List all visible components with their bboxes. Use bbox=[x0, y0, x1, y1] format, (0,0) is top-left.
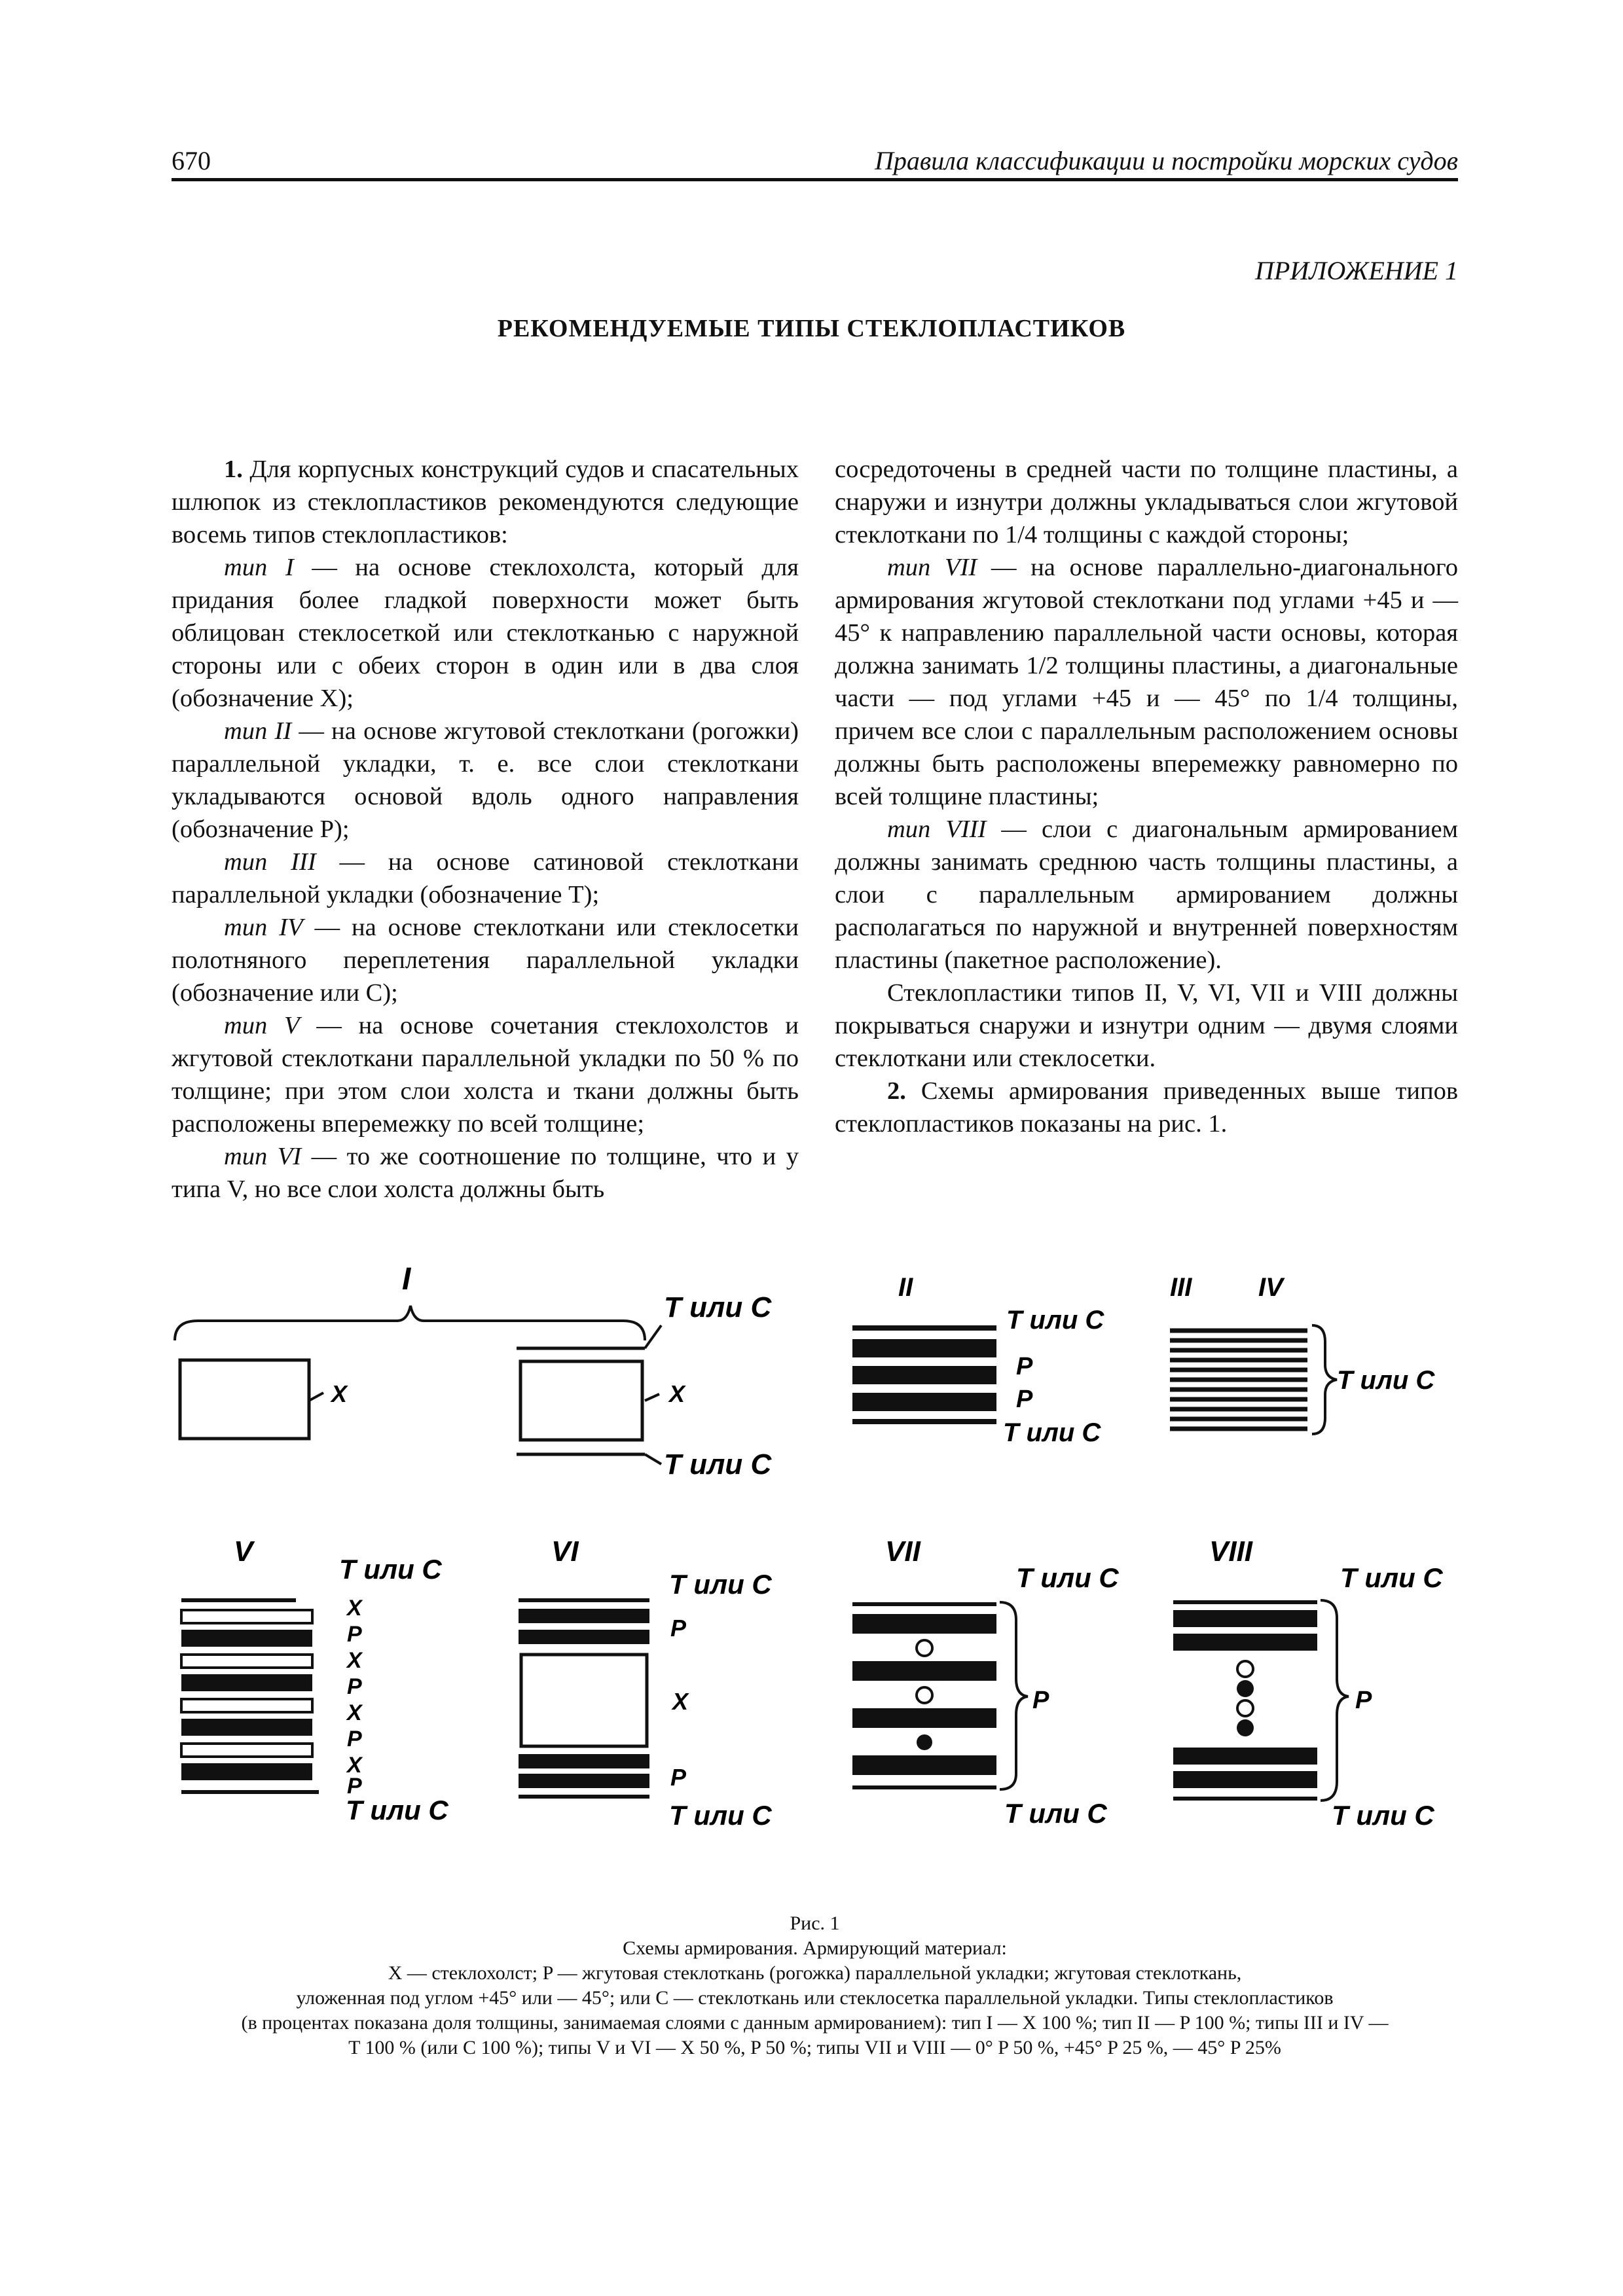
type-7-label: VII bbox=[885, 1535, 921, 1568]
left-column bbox=[172, 453, 799, 1206]
type-label: тип I bbox=[224, 554, 294, 581]
type-label: тип IV bbox=[224, 914, 303, 941]
label-t-or-c: T или C bbox=[1016, 1562, 1119, 1593]
type-1-brace bbox=[175, 1306, 645, 1340]
label-p: P bbox=[347, 1727, 362, 1751]
label-t-or-c: T или C bbox=[1337, 1366, 1435, 1395]
label-x: X bbox=[331, 1380, 348, 1407]
label-p: P bbox=[347, 1674, 362, 1699]
paragraph-number: 2. bbox=[887, 1077, 906, 1105]
cover-layer bbox=[852, 1419, 996, 1424]
paragraph-text: Схемы армирования приведенных выше типов стеклопластиков показаны на рис. 1. bbox=[835, 1077, 1458, 1138]
label-t-or-c: T или C bbox=[669, 1569, 772, 1600]
roving-layer bbox=[852, 1339, 996, 1357]
appendix-label: ПРИЛОЖЕНИЕ 1 bbox=[1255, 256, 1458, 285]
type-1-mat-block-covered bbox=[520, 1361, 642, 1440]
type-1-label: I bbox=[402, 1262, 411, 1297]
header-rule bbox=[172, 178, 1458, 181]
type-7-brace bbox=[1000, 1602, 1028, 1789]
label-t-or-c: T или C bbox=[1340, 1562, 1443, 1593]
type-text: — то же соотношение по толщине, что и у типа V, но все слои холста должны быть bbox=[172, 1143, 799, 1203]
page-number: 670 bbox=[172, 146, 211, 175]
label-t-or-c: T или C bbox=[339, 1554, 442, 1585]
type-5-label: V bbox=[234, 1535, 253, 1568]
type-6-label: VI bbox=[551, 1535, 579, 1568]
label-t-or-c: T или C bbox=[1332, 1800, 1434, 1831]
label-p: P bbox=[1032, 1687, 1049, 1714]
roving-layer bbox=[852, 1366, 996, 1384]
type-5-layers bbox=[181, 1598, 319, 1794]
type-label: тип III bbox=[224, 848, 316, 876]
label-x: X bbox=[347, 1753, 362, 1778]
type-3-paragraph bbox=[172, 846, 799, 911]
caption-line: T 100 % (или C 100 %); типы V и VI — X 50 %, P 50 %; типы VII и VIII — 0° P 50 %, +45° P 25 %, — 45° P 25% bbox=[348, 2037, 1281, 2058]
label-p: P bbox=[1016, 1353, 1033, 1380]
paragraph-number: 1. bbox=[224, 456, 243, 483]
caption-line: (в процентах показана доля толщины, занимаемая слоями с данным армированием): тип I — X 100 %; тип II — P 100 %; типы III и IV — bbox=[241, 2012, 1389, 2034]
type-1-mat-block bbox=[180, 1360, 309, 1439]
type-label: тип VI bbox=[224, 1143, 302, 1170]
type-6-layers bbox=[519, 1598, 649, 1799]
label-p: P bbox=[670, 1615, 687, 1641]
type-text: — на основе стеклохолста, который для придания более гладкой поверхности может быть облицован стеклосеткой или стеклотканью с наружной стороны или с обеих сторон в один или в два слоя (обозначение X); bbox=[172, 554, 799, 712]
leader-line bbox=[309, 1393, 323, 1401]
type-text: — на основе сатиновой стеклоткани параллельной укладки (обозначение T); bbox=[172, 848, 799, 908]
label-t-or-c: T или C bbox=[1006, 1306, 1104, 1335]
cover-layer bbox=[852, 1325, 996, 1331]
type-8-layers bbox=[1173, 1600, 1317, 1801]
type-8-brace bbox=[1321, 1600, 1349, 1801]
label-x: X bbox=[347, 1700, 362, 1725]
caption-figure-number: Рис. 1 bbox=[790, 1912, 840, 1934]
leader-line bbox=[645, 1394, 659, 1401]
label-t-or-c: T или C bbox=[1004, 1798, 1107, 1829]
type-text: — на основе сочетания стеклохолстов и жгутовой стеклоткани параллельной укладки по 50 % по толщине; при этом слои холста и ткани должны быть расположены вперемежку по всей толщине; bbox=[172, 1012, 799, 1138]
type-label: тип II bbox=[224, 717, 292, 745]
reinforcement-schemes bbox=[172, 1244, 1458, 1872]
type-3-4-layers bbox=[1170, 1331, 1307, 1429]
label-p: P bbox=[347, 1774, 362, 1799]
type-1-paragraph bbox=[172, 551, 799, 715]
label-p: P bbox=[1355, 1687, 1372, 1714]
type-2-label: II bbox=[898, 1273, 913, 1302]
label-x: X bbox=[669, 1380, 685, 1407]
type-3-label: III bbox=[1170, 1273, 1192, 1302]
caption-line: X — стеклохолст; P — жгутовая стеклоткань (рогожка) параллельной укладки; жгутовая стеклоткань, bbox=[388, 1962, 1242, 1984]
type-label: тип VIII bbox=[887, 816, 987, 843]
label-t-or-c: T или C bbox=[664, 1448, 772, 1480]
type-text: — на основе стеклоткани или стеклосетки полотняного переплетения параллельной укладки (обозначение или C); bbox=[172, 914, 799, 1007]
type-label: тип V bbox=[224, 1012, 300, 1039]
type-text: — на основе параллельно-диагонального армирования жгутовой стеклоткани под углами +45 и — 45° к направлению параллельной части основы, которая должна занимать 1/2 толщины пластины, а диагональные части — под углами +45 и — 45° по 1/4 толщины, причем все слои с параллельным расположением основы должны быть расположены вперемежку равномерно по всей толщине пластины; bbox=[835, 554, 1459, 810]
page-title: РЕКОМЕНДУЕМЫЕ ТИПЫ СТЕКЛОПЛАСТИКОВ bbox=[497, 315, 1126, 342]
type-6-paragraph bbox=[172, 1140, 799, 1206]
type-label: тип VII bbox=[887, 554, 977, 581]
type-7-layers bbox=[852, 1602, 996, 1789]
type-4-label: IV bbox=[1258, 1273, 1283, 1302]
type-3-4-brace bbox=[1312, 1325, 1337, 1434]
type-8-label: VIII bbox=[1209, 1535, 1253, 1568]
label-t-or-c: T или C bbox=[669, 1800, 772, 1831]
type-4-paragraph bbox=[172, 911, 799, 1009]
label-x: X bbox=[347, 1648, 362, 1673]
type-text: — на основе жгутовой стеклоткани (рогожки) параллельной укладки, т. е. все слои стеклоткани укладываются основой вдоль одного направления (обозначение P); bbox=[172, 717, 799, 843]
type-8-paragraph bbox=[835, 813, 1458, 977]
label-x: X bbox=[672, 1688, 689, 1715]
label-t-or-c: T или C bbox=[346, 1795, 448, 1825]
paragraph-text: Для корпусных конструкций судов и спасательных шлюпок из стеклопластиков рекомендуются следующие восемь типов стеклопластиков: bbox=[172, 456, 799, 548]
paragraph-2 bbox=[835, 1075, 1458, 1140]
paragraph-1 bbox=[172, 453, 799, 551]
type-text: — слои с диагональным армированием должны занимать среднюю часть толщины пластины, а слои с параллельным армированием должны располагаться по наружной и внутренней поверхностям пластины (пакетное расположение). bbox=[835, 816, 1458, 974]
label-t-or-c: T или C bbox=[664, 1291, 772, 1323]
leader-line bbox=[645, 1454, 661, 1464]
caption-line: уложенная под углом +45° или — 45°; или C — стеклоткань или стеклосетка параллельной укладки. Типы стеклопластиков bbox=[296, 1987, 1334, 2009]
type-5-paragraph bbox=[172, 1009, 799, 1140]
running-title: Правила классификации и постройки морских судов bbox=[874, 146, 1458, 175]
label-x: X bbox=[347, 1596, 362, 1621]
caption-title: Схемы армирования. Армирующий материал: bbox=[623, 1937, 1007, 1959]
type-2-layers bbox=[852, 1325, 996, 1424]
label-p: P bbox=[670, 1764, 687, 1791]
figure-caption bbox=[172, 1911, 1458, 2060]
leader-line bbox=[645, 1325, 661, 1348]
right-column bbox=[835, 453, 1458, 1140]
type-7-paragraph bbox=[835, 551, 1458, 813]
label-t-or-c: T или C bbox=[1003, 1418, 1101, 1447]
label-p: P bbox=[1016, 1386, 1033, 1413]
type-2-paragraph bbox=[172, 715, 799, 846]
covering-paragraph: Стеклопластики типов II, V, VI, VII и VIII должны покрываться снаружи и изнутри одним — двумя слоями стеклоткани или стеклосетки. bbox=[835, 979, 1458, 1072]
label-p: P bbox=[347, 1622, 362, 1647]
type-6-continuation: сосредоточены в средней части по толщине пластины, а снаружи и изнутри должны укладываться слои жгутовой стеклоткани по 1/4 толщины с каждой стороны; bbox=[835, 456, 1458, 548]
reinforcement-figure bbox=[172, 1244, 1458, 1872]
roving-layer bbox=[852, 1393, 996, 1411]
